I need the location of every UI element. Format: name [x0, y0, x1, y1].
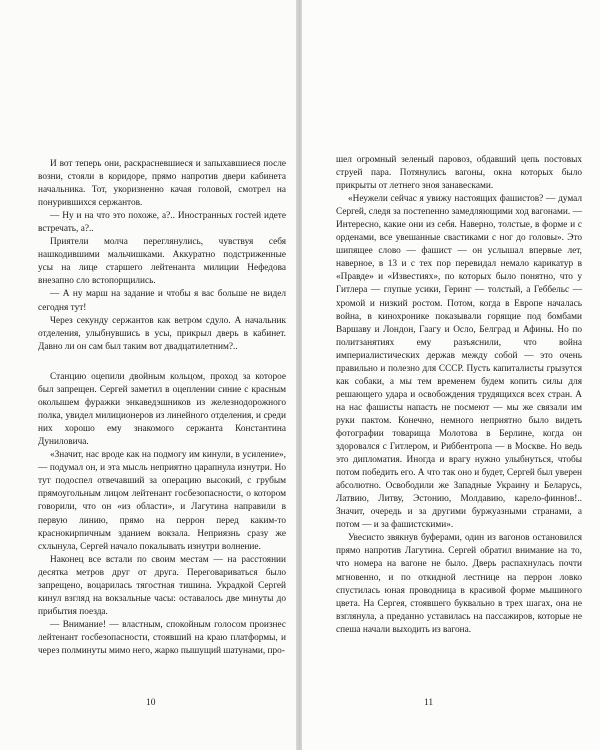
paragraph: Через секунду сержантов как ветром сдуло. А начальник отделения, улыбнувшись в усы, прикрыл дверь в кабинет. Давно ли он сам был таким вот двадцатилетним?.. — [38, 315, 286, 352]
paragraph: Приятели молча переглянулись, чувствуя себя нашкодившими мальчишками. Аккуратно подстриженные усы на лице старшего лейтенанта милиции Нефедова внезапно сло встопорщились. — [38, 237, 286, 287]
right-text-block — [336, 154, 582, 637]
page-number-left: 10 — [146, 698, 156, 708]
paragraph: «Значит, нас вроде как на подмогу им кинули, в усиление», — подумал он, и эта мысль неприятно царапнула изнутри. Но тут подоспел отвечавший за операцию высокий, с грубым прямоугольным лицом лейтенант госбезопасности, о котором говорили, что он «из области», и Лагутина направили в первую линию, прямо на перрон перед каким-то краснокирпичным зданием вокзала. Неприязнь сразу же схлынула, Сергей начало покалывать изнутри волнение. — [38, 450, 286, 552]
left-text-block-2 — [38, 371, 286, 658]
right-page — [302, 0, 600, 750]
paragraph: — Внимание! — властным, спокойным голосом произнес лейтенант госбезопасности, стоявший на краю платформы, и через полминуты мимо него, жарко пышущий шатунами, про- — [38, 619, 286, 656]
paragraph: Наконец все встали по своим местам — на расстоянии десятка метров друг от друга. Переговариваться было запрещено, воцарилась тягостная тишина. Украдкой Сергей кинул взгляд на вокзальные часы: оставалось две минуты до прибытия поезда. — [38, 554, 286, 617]
page-number-right: 11 — [424, 698, 434, 708]
paragraph: И вот теперь они, раскрасневшиеся и запыхавшиеся после возни, стояли в коридоре, прямо напротив двери кабинета начальника. Тот, укоризненно качая головой, смотрел на понурившихся сержантов. — [38, 159, 286, 209]
paragraph: Увесисто звякнув буферами, один из вагонов остановился прямо напротив Лагутина. Сергей обратил внимание на то, что номера на вагоне не было. Дверь распахнулась почти мгновенно, и по откидной лестнице на перрон ловко спустилась юная проводница в красивой форме мышиного цвета. На Сергея, стоявшего буквально в трех шагах, она не взглянула, а преданно уставилась на пассажиров, которые не спеша начали выходить из вагона. — [336, 533, 582, 635]
left-text-block-1 — [38, 158, 286, 354]
paragraph: Станцию оцепили двойным кольцом, проход за которое был запрещен. Сергей заметил в оцеплении синие с красным околышем фуражки энкаведэшников из железнодорожного полка, увидел милиционеров из линейного отделения, и среди них хорошо ему знакомого сержанта Константина Дуниловича. — [38, 372, 286, 448]
left-page — [0, 0, 298, 750]
paragraph: — А ну марш на задание и чтобы я вас больше не видел сегодня тут! — [38, 289, 286, 313]
paragraph: шел огромный зеленый паровоз, обдавший цепь постовых струей пара. Потянулись вагоны, окна которых было прикрыты от летнего зноя занавесками. — [336, 155, 582, 192]
paragraph: «Неужели сейчас я увижу настоящих фашистов? — думал Сергей, следя за постепенно замедляющими ход вагонами. — Интересно, какие они из себя. Наверно, толстые, в форме и с орденами, все увешанные свастиками с ног до головы». Это шипящее слово — фашист — он услышал впервые лет, наверное, в 13 и с тех пор перевидал немало карикатур в «Правде» и «Известиях», по которых было понятно, что у Гитлера — глупые усики, Геринг — толстый, а Геббельс — хромой и низкий ростом. Потом, когда в Европе началась война, в кинохронике показывали горящие под бомбами Варшаву и Лондон, Гаагу и Осло, Белград и Афины. Но по политзанятиях ему разъяснили, что война империалистических держав между собой — это очень правильно и полезно для СССР. Пусть капиталисты грызутся как собаки, а мы тем временем будем копить силы для решающего удара и освобождения трудящихся всех стран. А на нас фашисты напасть не посмеют — мы же связали им руки пактом. Конечно, немного неприятно было видеть фотографии товарища Молотова в Берлине, когда он здоровался с Гитлером, и Риббентропа — в Москве. Но ведь это дипломатия. Иногда и врагу нужно улыбнуться, чтобы потом победить его. А что так оно и будет, Сергей был уверен абсолютно. Освободили же Западные Украину и Беларусь, Латвию, Литву, Эстонию, Молдавию, карело-финнов!.. Значит, очередь и за другими буржуазными странами, а потом — и за фашистскими». — [336, 194, 582, 531]
paragraph: — Ну и на что это похоже, а?.. Иностранных гостей идете встречать, а?.. — [38, 211, 286, 235]
